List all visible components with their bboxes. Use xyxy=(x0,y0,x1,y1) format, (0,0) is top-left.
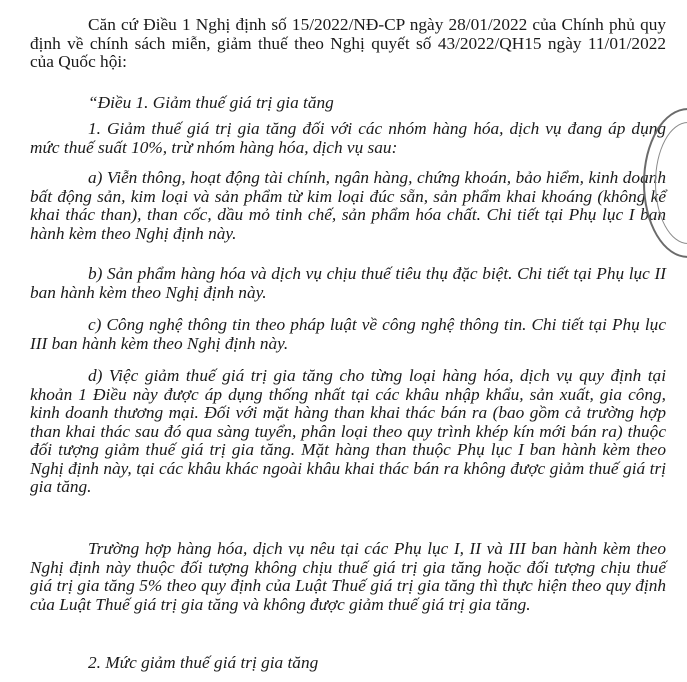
item-c-paragraph: c) Công nghệ thông tin theo pháp luật về công nghệ thông tin. Chi tiết tại Phụ lục III ban hành kèm theo Nghị định này. xyxy=(30,315,666,353)
clause-1-paragraph: 1. Giảm thuế giá trị gia tăng đối với các nhóm hàng hóa, dịch vụ đang áp dụng mức thuế suất 10%, trừ nhóm hàng hóa, dịch vụ sau: xyxy=(30,119,666,157)
official-seal-inner-ring xyxy=(655,122,687,244)
clause-2-heading: 2. Mức giảm thuế giá trị gia tăng xyxy=(88,653,319,672)
item-d-paragraph: d) Việc giảm thuế giá trị gia tăng cho từng loại hàng hóa, dịch vụ quy định tại khoản 1 Điều này được áp dụng thống nhất tại các khâu nhập khẩu, sản xuất, gia công, kinh doanh thương mại. Đối với mặt hàng than khai thác bán ra (bao gồm cả trường hợp than khai thác sau đó qua sàng tuyển, phân loại theo quy trình khép kín mới bán ra) thuộc đối tượng giảm thuế giá trị gia tăng. Mặt hàng than thuộc Phụ lục I ban hành kèm theo Nghị định này, tại các khâu khác ngoài khâu khai thác bán ra không được giảm thuế giá trị gia tăng. xyxy=(30,366,666,496)
exception-paragraph: Trường hợp hàng hóa, dịch vụ nêu tại các Phụ lục I, II và III ban hành kèm theo Nghị định này thuộc đối tượng không chịu thuế giá trị gia tăng hoặc đối tượng chịu thuế giá trị gia tăng 5% theo quy định của Luật Thuế giá trị gia tăng thì thực hiện theo quy định của Luật Thuế giá trị gia tăng và không được giảm thuế giá trị gia tăng. xyxy=(30,539,666,614)
preamble-paragraph: Căn cứ Điều 1 Nghị định số 15/2022/NĐ-CP ngày 28/01/2022 của Chính phủ quy định về chính sách miễn, giảm thuế theo Nghị quyết số 43/2022/QH15 ngày 11/01/2022 của Quốc hội: xyxy=(30,15,666,71)
item-a-paragraph: a) Viễn thông, hoạt động tài chính, ngân hàng, chứng khoán, bảo hiểm, kinh doanh bất động sản, kim loại và sản phẩm từ kim loại đúc sẵn, sản phẩm khai khoáng (không kể khai thác than), than cốc, dầu mỏ tinh chế, sản phẩm hóa chất. Chi tiết tại Phụ lục I ban hành kèm theo Nghị định này. xyxy=(30,168,666,243)
article-heading: “Điều 1. Giảm thuế giá trị gia tăng xyxy=(88,93,334,112)
item-b-paragraph: b) Sản phẩm hàng hóa và dịch vụ chịu thuế tiêu thụ đặc biệt. Chi tiết tại Phụ lục II ban hành kèm theo Nghị định này. xyxy=(30,264,666,302)
